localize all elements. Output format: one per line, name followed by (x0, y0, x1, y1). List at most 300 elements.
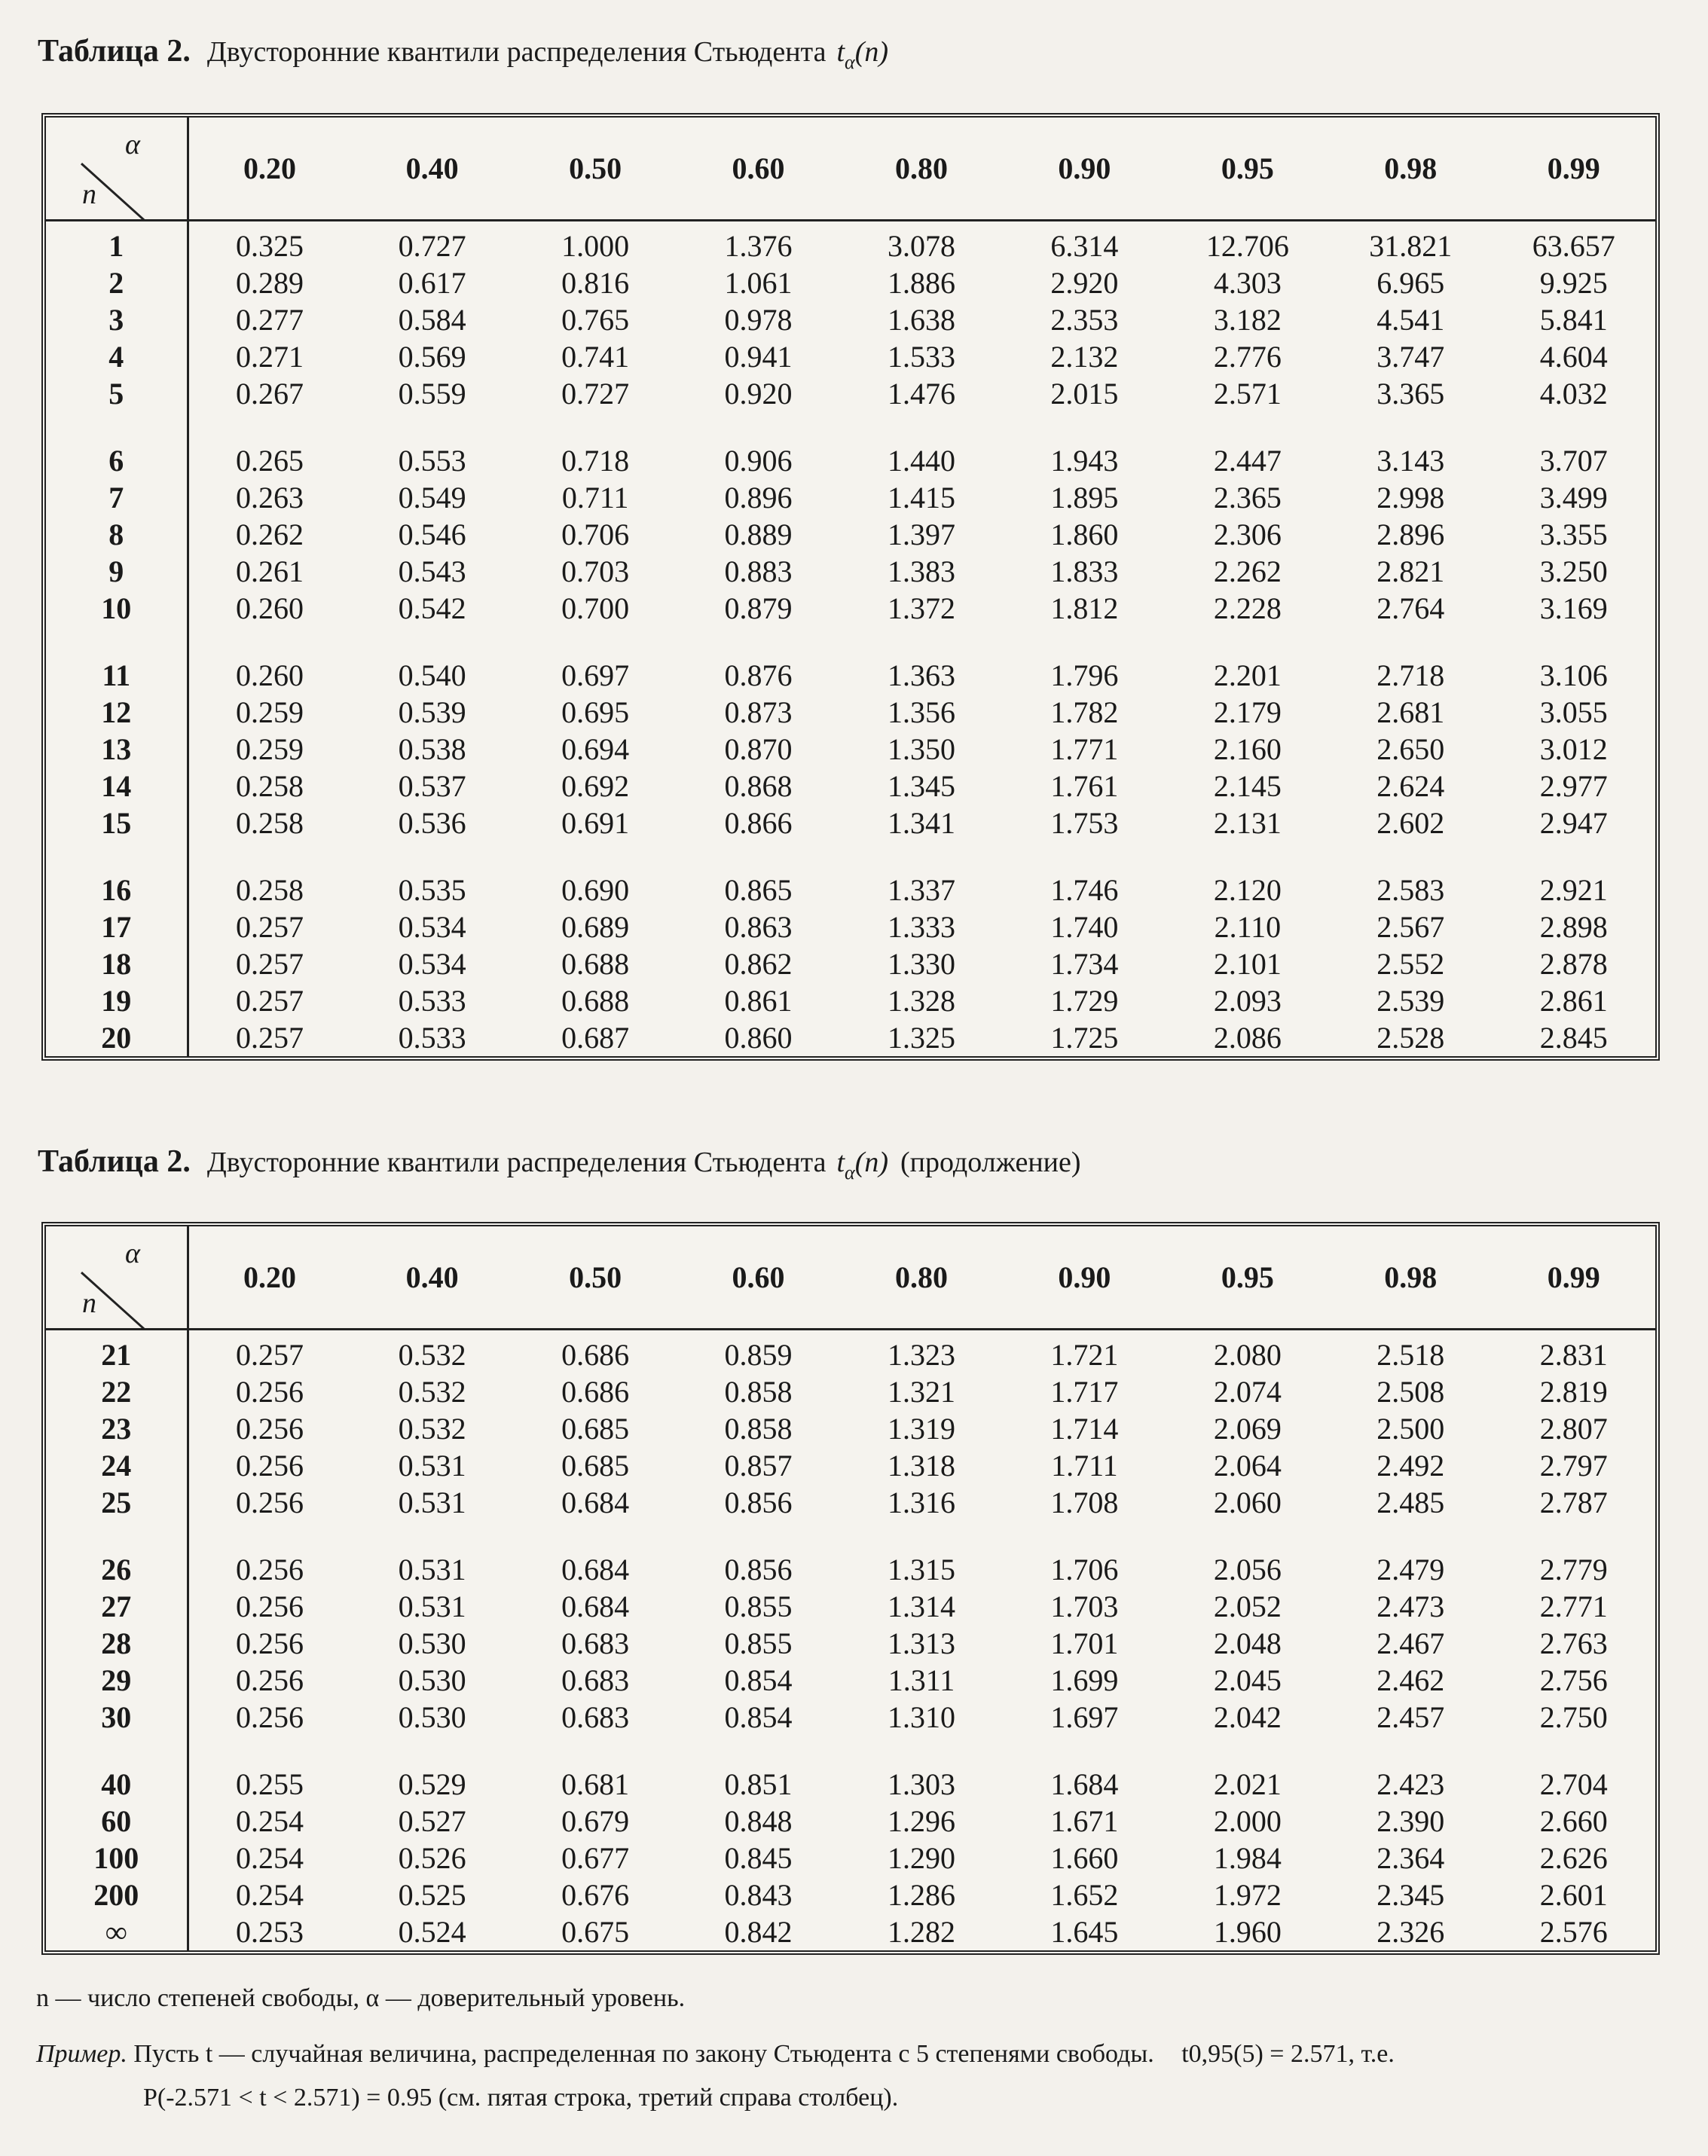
quantile-cell: 0.256 (235, 1375, 304, 1409)
alpha-header: 0.20 (188, 118, 350, 221)
quantile-cell: 1.729 (1050, 984, 1119, 1018)
quantile-cell: 0.535 (398, 873, 466, 907)
quantile-cell: 1.316 (887, 1486, 955, 1519)
quantile-cell: 2.131 (1213, 806, 1282, 840)
quantile-cell: 0.259 (235, 695, 304, 729)
table2-corner-cell (46, 1226, 188, 1330)
quantile-cell: 0.684 (561, 1553, 630, 1586)
quantile-cell: 1.706 (1050, 1553, 1119, 1586)
quantile-cell: 0.259 (235, 732, 304, 766)
quantile-cell: 1.833 (1050, 554, 1119, 588)
quantile-cell: 2.528 (1376, 1021, 1445, 1055)
quantile-cell: 2.160 (1213, 732, 1282, 766)
quantile-cell: 2.602 (1376, 806, 1445, 840)
quantile-cell: 0.267 (235, 377, 304, 411)
quantile-cell: 0.534 (398, 910, 466, 944)
alpha-label: α (125, 1238, 140, 1269)
table-row (46, 909, 1655, 945)
table-row (46, 516, 1655, 553)
quantile-cell: 1.330 (887, 947, 955, 981)
quantile-cell: 0.584 (398, 303, 466, 337)
degrees-of-freedom-cell: 28 (46, 1625, 188, 1662)
quantile-cell: 31.821 (1369, 229, 1453, 263)
table-row (46, 338, 1655, 375)
quantile-cell: 2.921 (1539, 873, 1608, 907)
quantile-cell: 0.531 (398, 1486, 466, 1519)
quantile-cell: 1.337 (887, 873, 955, 907)
quantile-cell: 0.851 (724, 1767, 793, 1801)
degrees-of-freedom-cell: 10 (46, 590, 188, 627)
quantile-cell: 0.256 (235, 1663, 304, 1697)
quantile-cell: 0.683 (561, 1700, 630, 1734)
quantile-cell: 2.681 (1376, 695, 1445, 729)
quantile-cell: 3.747 (1376, 340, 1445, 374)
quantile-cell: 0.254 (235, 1841, 304, 1875)
quantile-cell: 0.265 (235, 444, 304, 478)
quantile-cell: 0.859 (724, 1338, 793, 1372)
table1-caption (38, 33, 888, 74)
quantile-cell: 2.947 (1539, 806, 1608, 840)
quantile-cell: 0.260 (235, 658, 304, 692)
quantile-cell: 1.771 (1050, 732, 1119, 766)
quantile-cell: 2.473 (1376, 1590, 1445, 1623)
quantile-cell: 0.879 (724, 591, 793, 625)
quantile-cell: 2.353 (1050, 303, 1119, 337)
table-row (46, 590, 1655, 627)
alpha-header: 0.98 (1329, 118, 1492, 221)
quantile-cell: 0.711 (561, 481, 629, 515)
quantile-cell: 2.306 (1213, 518, 1282, 551)
table-row (46, 694, 1655, 731)
quantile-cell: 0.842 (724, 1915, 793, 1949)
quantile-cell: 0.889 (724, 518, 793, 551)
quantile-cell: 0.855 (724, 1626, 793, 1660)
quantile-cell: 0.854 (724, 1700, 793, 1734)
quantile-cell: 2.500 (1376, 1412, 1445, 1446)
quantile-cell: 0.677 (561, 1841, 630, 1875)
quantile-cell: 6.965 (1376, 266, 1445, 300)
quantile-cell: 3.055 (1539, 695, 1608, 729)
quantile-cell: 1.721 (1050, 1338, 1119, 1372)
quantile-cell: 2.262 (1213, 554, 1282, 588)
quantile-cell: 0.843 (724, 1878, 793, 1912)
quantile-cell: 1.313 (887, 1626, 955, 1660)
degrees-of-freedom-cell: 6 (46, 442, 188, 479)
quantile-cell: 2.750 (1539, 1700, 1608, 1734)
legend-note: n — число степеней свободы, α — доверительный уровень. (36, 1984, 686, 2012)
degrees-of-freedom-cell: 20 (46, 1019, 188, 1056)
quantile-cell: 1.321 (887, 1375, 955, 1409)
quantile-cell: 0.534 (398, 947, 466, 981)
quantile-cell: 4.303 (1213, 266, 1282, 300)
alpha-header: 0.80 (840, 118, 1003, 221)
quantile-cell: 0.856 (724, 1553, 793, 1586)
quantile-cell: 0.683 (561, 1626, 630, 1660)
quantile-cell: 2.132 (1050, 340, 1119, 374)
quantile-cell: 2.539 (1376, 984, 1445, 1018)
degrees-of-freedom-cell: 25 (46, 1484, 188, 1521)
quantile-cell: 1.697 (1050, 1700, 1119, 1734)
quantile-cell: 0.256 (235, 1449, 304, 1483)
table-row (46, 657, 1655, 694)
quantile-cell: 0.289 (235, 266, 304, 300)
quantile-cell: 0.688 (561, 947, 630, 981)
quantile-cell: 1.746 (1050, 873, 1119, 907)
table-row (46, 1840, 1655, 1877)
quantile-cell: 0.256 (235, 1590, 304, 1623)
quantile-cell: 1.476 (887, 377, 955, 411)
quantile-cell: 2.228 (1213, 591, 1282, 625)
quantile-cell: 1.319 (887, 1412, 955, 1446)
table-row (46, 872, 1655, 909)
quantile-cell: 1.440 (887, 444, 955, 478)
quantile-cell: 0.256 (235, 1626, 304, 1660)
quantile-cell: 0.684 (561, 1590, 630, 1623)
quantile-cell: 1.397 (887, 518, 955, 551)
table-row (46, 1551, 1655, 1588)
group-spacer (46, 412, 1655, 442)
alpha-header: 0.60 (677, 118, 839, 221)
quantile-cell: 1.740 (1050, 910, 1119, 944)
quantile-cell: 2.998 (1376, 481, 1445, 515)
quantile-cell: 2.201 (1213, 658, 1282, 692)
quantile-cell: 1.318 (887, 1449, 955, 1483)
quantile-cell: 0.706 (561, 518, 630, 551)
quantile-cell: 0.531 (398, 1449, 466, 1483)
example-text: Пусть t — случайная величина, распределенная по закону Стьюдента с 5 степенями свободы. (133, 2040, 1154, 2068)
quantile-cell: 0.854 (724, 1663, 793, 1697)
quantile-cell: 3.499 (1539, 481, 1608, 515)
quantile-cell: 0.569 (398, 340, 466, 374)
quantile-cell: 0.686 (561, 1338, 630, 1372)
quantile-cell: 2.086 (1213, 1021, 1282, 1055)
table-row (46, 221, 1655, 265)
quantile-cell: 0.530 (398, 1663, 466, 1697)
quantile-cell: 0.856 (724, 1486, 793, 1519)
degrees-of-freedom-cell: 26 (46, 1551, 188, 1588)
table1-header-row (46, 118, 1655, 221)
quantile-cell: 2.704 (1539, 1767, 1608, 1801)
quantile-cell: 0.700 (561, 591, 630, 625)
quantile-cell: 1.645 (1050, 1915, 1119, 1949)
degrees-of-freedom-cell: 24 (46, 1447, 188, 1484)
quantile-cell: 0.538 (398, 732, 466, 766)
quantile-cell: 0.675 (561, 1915, 630, 1949)
quantile-cell: 1.652 (1050, 1878, 1119, 1912)
alpha-header: 0.50 (514, 118, 677, 221)
table-row (46, 731, 1655, 768)
quantile-cell: 1.703 (1050, 1590, 1119, 1623)
quantile-cell: 1.782 (1050, 695, 1119, 729)
quantile-cell: 0.256 (235, 1412, 304, 1446)
quantile-cell: 2.583 (1376, 873, 1445, 907)
degrees-of-freedom-cell: 40 (46, 1766, 188, 1803)
quantile-cell: 0.530 (398, 1626, 466, 1660)
quantile-cell: 0.256 (235, 1486, 304, 1519)
quantile-cell: 0.870 (724, 732, 793, 766)
quantile-cell: 3.182 (1213, 303, 1282, 337)
quantile-cell: 2.845 (1539, 1021, 1608, 1055)
quantile-cell: 1.895 (1050, 481, 1119, 515)
degrees-of-freedom-cell: 200 (46, 1877, 188, 1913)
quantile-cell: 1.315 (887, 1553, 955, 1586)
degrees-of-freedom-cell: 11 (46, 657, 188, 694)
quantile-cell: 0.254 (235, 1878, 304, 1912)
quantile-cell: 0.526 (398, 1841, 466, 1875)
quantile-cell: 2.508 (1376, 1375, 1445, 1409)
quantile-cell: 2.492 (1376, 1449, 1445, 1483)
group-spacer (46, 1521, 1655, 1551)
degrees-of-freedom-cell: 30 (46, 1699, 188, 1736)
quantile-cell: 0.765 (561, 303, 630, 337)
quantile-cell: 1.714 (1050, 1412, 1119, 1446)
quantile-cell: 1.717 (1050, 1375, 1119, 1409)
quantile-cell: 1.363 (887, 658, 955, 692)
quantile-cell: 2.787 (1539, 1486, 1608, 1519)
quantile-cell: 0.855 (724, 1590, 793, 1623)
quantile-cell: 2.120 (1213, 873, 1282, 907)
quantile-cell: 0.277 (235, 303, 304, 337)
table-row (46, 1330, 1655, 1374)
table-row (46, 264, 1655, 301)
degrees-of-freedom-cell: 7 (46, 479, 188, 516)
degrees-of-freedom-cell: 17 (46, 909, 188, 945)
alpha-header: 0.80 (840, 1226, 1003, 1330)
degrees-of-freedom-cell: 2 (46, 264, 188, 301)
quantile-cell: 0.690 (561, 873, 630, 907)
quantile-cell: 2.807 (1539, 1412, 1608, 1446)
quantile-cell: 3.250 (1539, 554, 1608, 588)
quantile-cell: 2.015 (1050, 377, 1119, 411)
degrees-of-freedom-cell: 13 (46, 731, 188, 768)
quantile-cell: 0.679 (561, 1804, 630, 1838)
degrees-of-freedom-cell: 21 (46, 1330, 188, 1374)
quantile-cell: 1.943 (1050, 444, 1119, 478)
quantile-cell: 0.816 (561, 266, 630, 300)
quantile-cell: 0.865 (724, 873, 793, 907)
table2-continuation: (продолжение) (900, 1147, 1081, 1178)
example-line-2: P(-2.571 < t < 2.571) = 0.95 (см. пятая строка, третий справа столбец). (143, 2084, 899, 2112)
quantile-cell: 1.311 (888, 1663, 955, 1697)
quantile-cell: 2.069 (1213, 1412, 1282, 1446)
quantile-cell: 1.290 (887, 1841, 955, 1875)
quantile-cell: 5.841 (1539, 303, 1608, 337)
quantile-cell: 0.857 (724, 1449, 793, 1483)
quantile-cell: 2.179 (1213, 695, 1282, 729)
quantile-cell: 3.169 (1539, 591, 1608, 625)
quantile-cell: 0.978 (724, 303, 793, 337)
quantile-cell: 0.941 (724, 340, 793, 374)
quantile-cell: 0.906 (724, 444, 793, 478)
alpha-header: 0.99 (1493, 118, 1656, 221)
quantile-cell: 2.567 (1376, 910, 1445, 944)
quantile-cell: 1.638 (887, 303, 955, 337)
quantile-cell: 1.960 (1213, 1915, 1282, 1949)
degrees-of-freedom-cell: 1 (46, 221, 188, 265)
quantile-cell: 0.254 (235, 1804, 304, 1838)
quantile-cell: 0.530 (398, 1700, 466, 1734)
degrees-of-freedom-cell: 15 (46, 805, 188, 841)
table-row (46, 1913, 1655, 1950)
quantile-cell: 0.681 (561, 1767, 630, 1801)
quantile-cell: 2.660 (1539, 1804, 1608, 1838)
example-formula: t0,95(5) = 2.571, т.е. (1181, 2040, 1395, 2068)
table-row (46, 1410, 1655, 1447)
table1-symbol: $t_\alpha(n)$ (836, 36, 889, 73)
alpha-header: 0.98 (1329, 1226, 1492, 1330)
quantile-cell: 0.689 (561, 910, 630, 944)
quantile-cell: 1.314 (887, 1590, 955, 1623)
quantile-cell: 2.624 (1376, 769, 1445, 803)
quantile-cell: 0.325 (235, 229, 304, 263)
quantile-cell: 1.761 (1050, 769, 1119, 803)
quantile-cell: 2.462 (1376, 1663, 1445, 1697)
quantile-cell: 2.467 (1376, 1626, 1445, 1660)
quantile-cell: 0.718 (561, 444, 630, 478)
quantile-cell: 1.886 (887, 266, 955, 300)
quantile-cell: 0.257 (235, 947, 304, 981)
quantile-cell: 1.376 (724, 229, 793, 263)
quantile-cell: 3.143 (1376, 444, 1445, 478)
quantile-cell: 0.703 (561, 554, 630, 588)
quantile-cell: 2.518 (1376, 1338, 1445, 1372)
degrees-of-freedom-cell: 19 (46, 982, 188, 1019)
degrees-of-freedom-cell: 16 (46, 872, 188, 909)
quantile-cell: 0.687 (561, 1021, 630, 1055)
table2-header-row (46, 1226, 1655, 1330)
table-row (46, 1803, 1655, 1840)
quantile-cell: 0.258 (235, 769, 304, 803)
quantile-table-2 (41, 1222, 1660, 1955)
degrees-of-freedom-cell: 23 (46, 1410, 188, 1447)
quantile-cell: 0.559 (398, 377, 466, 411)
quantile-cell: 1.860 (1050, 518, 1119, 551)
quantile-cell: 1.671 (1050, 1804, 1119, 1838)
quantile-cell: 2.326 (1376, 1915, 1445, 1949)
quantile-cell: 0.845 (724, 1841, 793, 1875)
alpha-header: 0.40 (350, 1226, 513, 1330)
degrees-of-freedom-cell: 18 (46, 945, 188, 982)
quantile-cell: 0.866 (724, 806, 793, 840)
quantile-cell: 1.310 (887, 1700, 955, 1734)
quantile-cell: 2.831 (1539, 1338, 1608, 1372)
quantile-cell: 1.984 (1213, 1841, 1282, 1875)
quantile-cell: 2.898 (1539, 910, 1608, 944)
quantile-cell: 2.896 (1376, 518, 1445, 551)
quantile-cell: 1.415 (887, 481, 955, 515)
quantile-cell: 1.061 (724, 266, 793, 300)
table-row (46, 1699, 1655, 1736)
quantile-cell: 2.447 (1213, 444, 1282, 478)
table-row (46, 805, 1655, 841)
quantile-cell: 2.626 (1539, 1841, 1608, 1875)
quantile-cell: 0.257 (235, 910, 304, 944)
quantile-cell: 1.708 (1050, 1486, 1119, 1519)
degrees-of-freedom-cell: 14 (46, 768, 188, 805)
table-row (46, 1484, 1655, 1521)
quantile-cell: 1.725 (1050, 1021, 1119, 1055)
quantile-cell: 0.694 (561, 732, 630, 766)
quantile-cell: 0.532 (398, 1338, 466, 1372)
quantile-cell: 0.868 (724, 769, 793, 803)
quantile-cell: 2.485 (1376, 1486, 1445, 1519)
quantile-cell: 4.032 (1539, 377, 1608, 411)
quantile-cell: 1.711 (1051, 1449, 1118, 1483)
table-row (46, 301, 1655, 338)
degrees-of-freedom-cell: 12 (46, 694, 188, 731)
quantile-cell: 1.796 (1050, 658, 1119, 692)
quantile-cell: 1.972 (1213, 1878, 1282, 1912)
quantile-cell: 1.296 (887, 1804, 955, 1838)
quantile-cell: 0.685 (561, 1412, 630, 1446)
quantile-cell: 2.920 (1050, 266, 1119, 300)
quantile-cell: 1.533 (887, 340, 955, 374)
quantile-cell: 0.683 (561, 1663, 630, 1697)
quantile-cell: 0.531 (398, 1590, 466, 1623)
quantile-cell: 2.764 (1376, 591, 1445, 625)
quantile-cell: 2.345 (1376, 1878, 1445, 1912)
quantile-cell: 2.364 (1376, 1841, 1445, 1875)
table-row (46, 1019, 1655, 1056)
quantile-cell: 0.858 (724, 1375, 793, 1409)
degrees-of-freedom-cell: 60 (46, 1803, 188, 1840)
quantile-cell: 0.848 (724, 1804, 793, 1838)
table1-corner-cell (46, 118, 188, 221)
quantile-cell: 0.257 (235, 1338, 304, 1372)
table-row (46, 553, 1655, 590)
quantile-cell: 0.529 (398, 1767, 466, 1801)
group-spacer (46, 627, 1655, 657)
quantile-cell: 2.763 (1539, 1626, 1608, 1660)
quantile-cell: 3.106 (1539, 658, 1608, 692)
quantile-cell: 4.541 (1376, 303, 1445, 337)
quantile-cell: 0.727 (398, 229, 466, 263)
alpha-header: 0.90 (1003, 1226, 1166, 1330)
table-row (46, 945, 1655, 982)
quantile-cell: 1.699 (1050, 1663, 1119, 1697)
quantile-cell: 2.861 (1539, 984, 1608, 1018)
degrees-of-freedom-cell: 5 (46, 375, 188, 412)
degrees-of-freedom-cell: 4 (46, 338, 188, 375)
quantile-cell: 1.350 (887, 732, 955, 766)
quantile-cell: 2.021 (1213, 1767, 1282, 1801)
quantile-cell: 0.536 (398, 806, 466, 840)
quantile-cell: 0.263 (235, 481, 304, 515)
quantile-cell: 2.101 (1213, 947, 1282, 981)
alpha-header: 0.50 (514, 1226, 677, 1330)
quantile-cell: 2.977 (1539, 769, 1608, 803)
quantile-cell: 0.686 (561, 1375, 630, 1409)
quantile-cell: 2.110 (1214, 910, 1282, 944)
table-row (46, 1625, 1655, 1662)
quantile-cell: 0.532 (398, 1375, 466, 1409)
quantile-cell: 0.525 (398, 1878, 466, 1912)
table-row (46, 479, 1655, 516)
quantile-cell: 0.271 (235, 340, 304, 374)
example-line-1 (36, 2040, 1395, 2069)
quantile-cell: 2.080 (1213, 1338, 1282, 1372)
quantile-cell: 0.549 (398, 481, 466, 515)
quantile-cell: 0.533 (398, 1021, 466, 1055)
quantile-cell: 2.457 (1376, 1700, 1445, 1734)
quantile-cell: 1.345 (887, 769, 955, 803)
table1-title: Двусторонние квантили распределения Стьюдента (206, 36, 827, 68)
quantile-cell: 2.718 (1376, 658, 1445, 692)
quantile-cell: 2.390 (1376, 1804, 1445, 1838)
quantile-cell: 0.676 (561, 1878, 630, 1912)
table-row (46, 442, 1655, 479)
degrees-of-freedom-cell: 27 (46, 1588, 188, 1625)
